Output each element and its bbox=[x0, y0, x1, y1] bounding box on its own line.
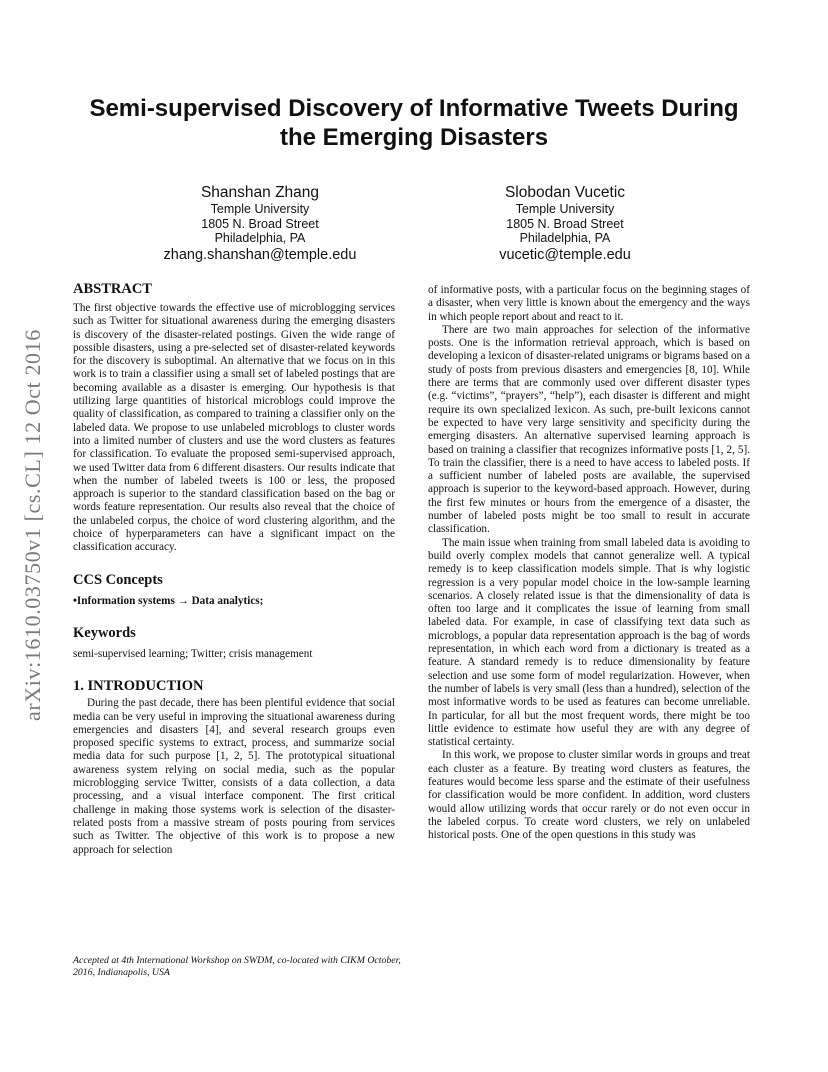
right-arrow-icon: → bbox=[177, 594, 189, 607]
author-name: Shanshan Zhang bbox=[200, 184, 320, 201]
paper-title: Semi-supervised Discovery of Informative Tweets During the Emerging Disasters bbox=[89, 95, 739, 151]
ccs-primary: Information systems bbox=[76, 594, 175, 607]
author-email: zhang.shanshan@temple.edu bbox=[163, 246, 357, 263]
ccs-bullet: • bbox=[73, 594, 77, 607]
venue-footnote: Accepted at 4th International Workshop on SWDM, co-located with CIKM October, 2016, Indianapolis, USA bbox=[73, 955, 401, 978]
keywords-heading: Keywords bbox=[73, 624, 136, 641]
introduction-heading: 1. INTRODUCTION bbox=[73, 678, 204, 695]
left-column bbox=[73, 280, 395, 857]
right-column bbox=[428, 284, 750, 842]
ccs-concepts-line bbox=[73, 595, 395, 608]
abstract-text: The first objective towards the effective use of microblogging services such as Twitter for situational awareness during the emerging disasters is discovery of the disaster-related postings. Given the wide range of possible disasters, using a pre-selected set of disaster-related keywords for the discovery is suboptimal. An alternative that we focus on in this work is to train a classifier using a small set of labeled postings that are becoming available as a disaster is emerging. Our hypothesis is that utilizing large quantities of historical microblogs could improve the quality of classification, as compared to training a classifier only on the labeled data. We propose to use unlabeled microblogs to cluster words into a limited number of clusters and use the word clusters as features for classification. To evaluate the proposed semi-supervised approach, we used Twitter data from 6 different disasters. Our results indicate that when the number of labeled tweets is 100 or less, the proposed approach is superior to the standard classification based on the bag or words feature representation. Our results also reveal that the choice of the unlabeled corpus, the choice of word clustering algorithm, and the choice of hyperparameters can have a significant impact on the classification accuracy. bbox=[73, 302, 395, 554]
author-block-1 bbox=[130, 183, 390, 264]
intro-paragraph-4: In this work, we propose to cluster similar words in groups and treat each cluster as a feature. By treating word clusters as features, the features would become less sparse and the estimate of their usefulness for classification would be more confident. In addition, word clusters would allow utilizing words that occur rarely or do not even occur in the labeled corpus. To create word clusters, we rely on unlabeled historical posts. One of the open questions in this study was bbox=[428, 749, 750, 842]
ccs-secondary: Data analytics; bbox=[191, 594, 264, 607]
ccs-heading: CCS Concepts bbox=[73, 571, 163, 588]
author-street: 1805 N. Broad Street bbox=[201, 216, 319, 231]
intro-paragraph-1-continued: of informative posts, with a particular focus on the beginning stages of a disaster, when very little is known about the emergency and the ways in which people report about and react to it. bbox=[428, 284, 750, 323]
author-street: 1805 N. Broad Street bbox=[506, 216, 624, 231]
author-name: Slobodan Vucetic bbox=[504, 184, 626, 201]
abstract-heading: ABSTRACT bbox=[73, 281, 152, 297]
intro-paragraph-1: During the past decade, there has been plentiful evidence that social media can be very useful in improving the situational awareness during emergencies and disasters [4], and several research groups even proposed specific systems to extract, process, and summarize social media data for such purpose [1, 2, 5]. The prototypical situational awareness system relying on social media, such as the popular microblogging service Twitter, consists of a data collection, a data processing, and a visual interface component. The first critical challenge in making those systems work is selection of the disaster-related posts from a massive stream of posts pouring from services such as Twitter. The objective of this work is to propose a new approach for selection bbox=[73, 697, 395, 856]
author-city: Philadelphia, PA bbox=[519, 231, 611, 245]
author-email: vucetic@temple.edu bbox=[499, 246, 631, 263]
author-block-2 bbox=[435, 183, 695, 264]
keywords-text: semi-supervised learning; Twitter; crisis management bbox=[73, 647, 313, 660]
intro-paragraph-3: The main issue when training from small labeled data is avoiding to build overly complex models that cannot generalize well. A typical remedy is to keep classification models simple. That is why logistic regression is a very popular model choice in the low-sample learning scenarios. A closely related issue is that the dimensionality of data is often too large and it complicates the issue of learning from small labeled data. For example, in case of classifying text data such as microblogs, a popular data representation approach is the bag of words representation, in which each word from a dictionary is treated as a feature. A standard remedy is to reduce dimensionality by feature selection and use some form of model regularization. However, when the number of labels is very small (less than a hundred), selection of the most informative words to be used as features can become unreliable. In particular, for all but the most frequent words, there might be too little evidence to estimate how useful they are with any degree of statistical certainty. bbox=[428, 536, 750, 749]
author-university: Temple University bbox=[210, 202, 310, 216]
intro-paragraph-2: There are two main approaches for selection of the informative posts. One is the information retrieval approach, which is based on developing a lexicon of disaster-related unigrams or bigrams based on a study of posts from previous disasters and emergencies [8, 10]. While there are terms that are commonly used over different disaster types (e.g. “victims”, “prayers”, “help”), each disaster is different and might require its own specialized lexicon. As such, pre-built lexicons cannot be expected to have very large sensitivity and specificity during the emerging disasters. An alternative supervised learning approach is based on training a classifier that recognizes informative posts [1, 2, 5]. To train the classifier, there is a need to have access to labeled posts. If a sufficient number of labeled posts are available, the supervised approach is superior to the keyword-based approach. However, during the first few minutes or hours from the emergence of a disaster, the number of labeled posts might be too small to result in accurate classification. bbox=[428, 323, 750, 536]
author-university: Temple University bbox=[515, 202, 615, 216]
author-city: Philadelphia, PA bbox=[214, 231, 306, 245]
arxiv-identifier: arXiv:1610.03750v1 [cs.CL] 12 Oct 2016 bbox=[20, 329, 45, 721]
